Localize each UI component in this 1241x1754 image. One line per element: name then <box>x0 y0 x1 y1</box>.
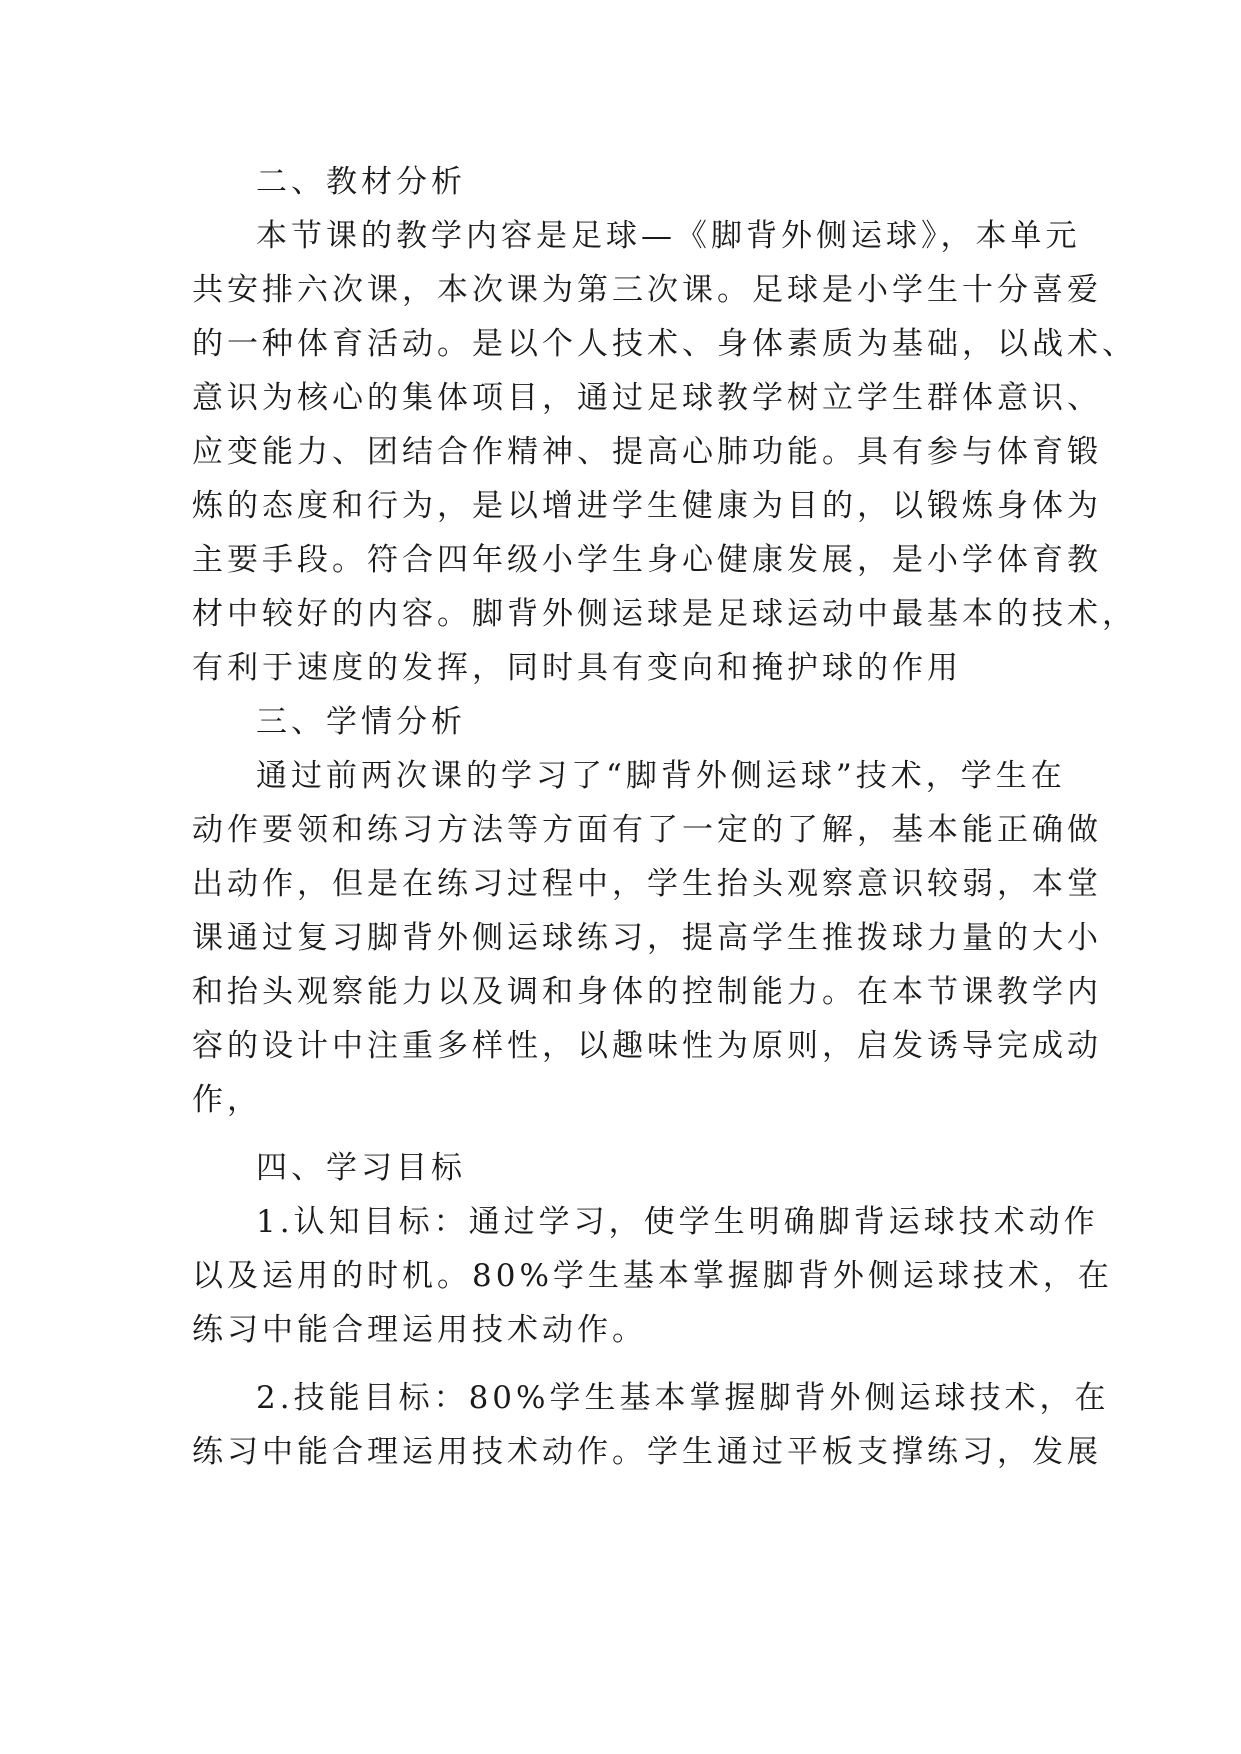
section-heading: 四、学习目标 <box>256 1150 466 1186</box>
paragraph-line: 有利于速度的发挥，同时具有变向和掩护球的作用 <box>192 650 962 686</box>
paragraph-line: 作， <box>192 1082 262 1118</box>
paragraph-line: 意识为核心的集体项目，通过足球教学树立学生群体意识、 <box>192 380 1102 416</box>
goal-1-line: 练习中能合理运用技术动作。 <box>192 1312 647 1348</box>
section-2 <box>192 155 1137 695</box>
paragraph-line: 主要手段。符合四年级小学生身心健康发展，是小学体育教 <box>192 542 1102 578</box>
goal-1-line: 1.认知目标：通过学习，使学生明确脚背运球技术动作 <box>256 1204 1099 1240</box>
paragraph-line: 应变能力、团结合作精神、提高心肺功能。具有参与体育锻 <box>192 434 1102 470</box>
section-heading: 三、学情分析 <box>256 704 466 740</box>
paragraph-line: 出动作，但是在练习过程中，学生抬头观察意识较弱，本堂 <box>192 866 1102 902</box>
paragraph-line: 的一种体育活动。是以个人技术、身体素质为基础，以战术、 <box>192 326 1137 362</box>
goal-2-line: 2.技能目标：80%学生基本掌握脚背外侧运球技术，在 <box>256 1380 1110 1416</box>
paragraph-line: 材中较好的内容。脚背外侧运球是足球运动中最基本的技术， <box>192 596 1137 632</box>
section-heading: 二、教材分析 <box>256 164 466 200</box>
paragraph-line: 炼的态度和行为，是以增进学生健康为目的，以锻炼身体为 <box>192 488 1102 524</box>
section-3 <box>192 695 1102 1127</box>
paragraph-line: 本节课的教学内容是足球—《脚背外侧运球》，本单元 <box>256 218 1081 254</box>
paragraph-line: 共安排六次课，本次课为第三次课。足球是小学生十分喜爱 <box>192 272 1102 308</box>
paragraph-line: 和抬头观察能力以及调和身体的控制能力。在本节课教学内 <box>192 974 1102 1010</box>
goal-2-line: 练习中能合理运用技术动作。学生通过平板支撑练习，发展 <box>192 1434 1102 1470</box>
paragraph-line: 动作要领和练习方法等方面有了一定的了解，基本能正确做 <box>192 812 1102 848</box>
paragraph-line: 通过前两次课的学习了“脚背外侧运球”技术，学生在 <box>256 758 1066 794</box>
paragraph-line: 课通过复习脚背外侧运球练习，提高学生推拨球力量的大小 <box>192 920 1102 956</box>
goal-1-line: 以及运用的时机。80%学生基本掌握脚背外侧运球技术，在 <box>192 1258 1113 1294</box>
document-page <box>192 155 1137 1479</box>
paragraph-line: 容的设计中注重多样性，以趣味性为原则，启发诱导完成动 <box>192 1028 1102 1064</box>
section-4 <box>192 1141 1113 1479</box>
